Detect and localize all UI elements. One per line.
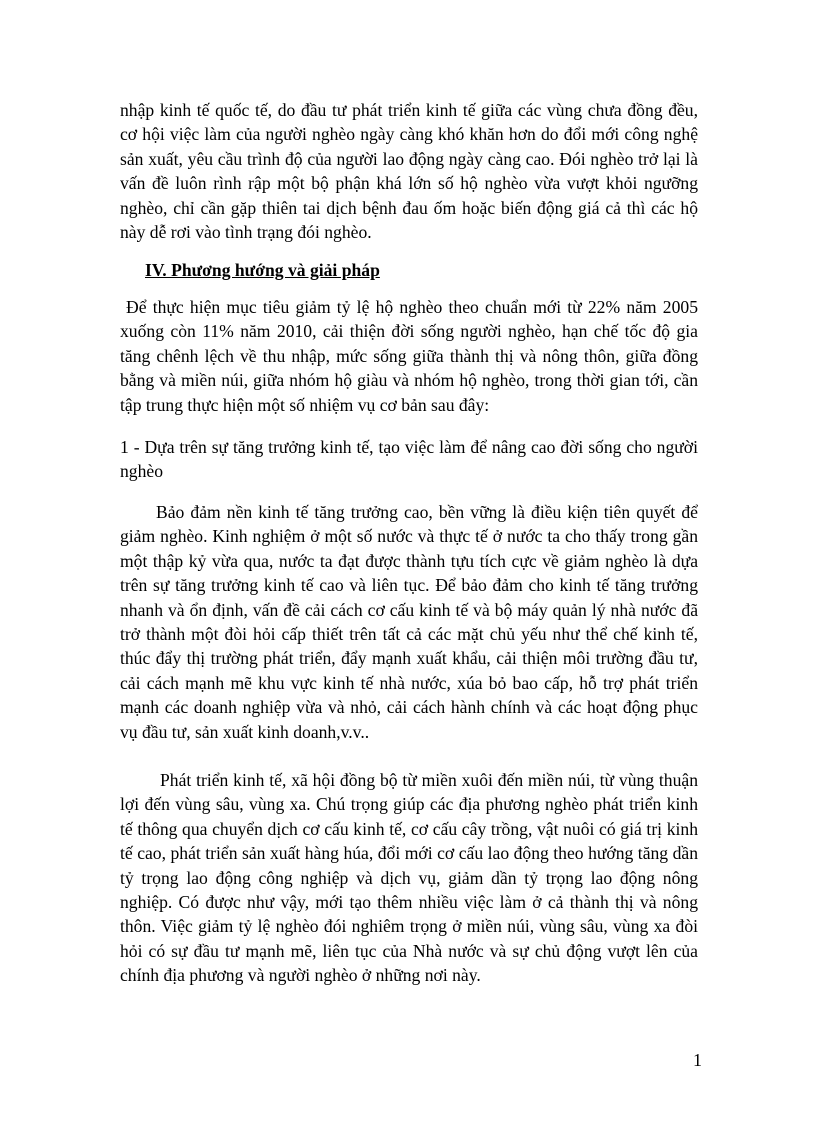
page-number: 1: [693, 1050, 702, 1070]
paragraph-regional-development: Phát triển kinh tế, xã hội đồng bộ từ miền xuôi đến miền núi, từ vùng thuận lợi đến vùng sâu, vùng xa. Chú trọng giúp các địa phương nghèo phát triển kinh tế thông qua chuyển dịch cơ cấu kinh tế, cơ cấu cây trồng, vật nuôi có giá trị kinh tế cao, phát triển sản xuất hàng húa, đổi mới cơ cấu lao động theo hướng tăng dần tỷ trọng lao động công nghiệp và dịch vụ, giảm dần tỷ trọng lao động nông nghiệp. Có được như vậy, mới tạo thêm nhiều việc làm ở cả thành thị và nông thôn. Việc giảm tỷ lệ nghèo đói nghiêm trọng ở miền núi, vùng sâu, vùng xa đòi hỏi có sự đầu tư mạnh mẽ, liên tục của Nhà nước và sự chủ động vượt lên của chính địa phương và người nghèo ở những nơi này.: [120, 770, 698, 986]
section-heading: IV. Phương hướng và giải pháp: [145, 260, 380, 280]
paragraph-intro: nhập kinh tế quốc tế, do đầu tư phát triển kinh tế giữa các vùng chưa đồng đều, cơ hội việc làm của người nghèo ngày càng khó khăn hơn do đổi mới công nghệ sản xuất, yêu cầu trình độ của người lao động ngày càng cao. Đói nghèo trở lại là vấn đề luôn rình rập một bộ phận khá lớn số hộ nghèo vừa vượt khỏi ngưỡng nghèo, chỉ cần gặp thiên tai dịch bệnh đau ốm hoặc biến động giá cả thì các hộ này dễ rơi vào tình trạng đói nghèo.: [120, 100, 698, 243]
paragraph-economic-growth: Bảo đảm nền kinh tế tăng trưởng cao, bền vững là điều kiện tiên quyết để giảm nghèo. Kinh nghiệm ở một số nước và thực tế ở nước ta cho thấy trong gần một thập kỷ vừa qua, nước ta đạt được thành tựu tích cực về giảm nghèo là dựa trên sự tăng trưởng kinh tế cao và liên tục. Để bảo đảm cho kinh tế tăng trưởng nhanh và ổn định, vấn đề cải cách cơ cấu kinh tế và bộ máy quản lý nhà nước đã trở thành một đòi hỏi cấp thiết trên tất cả các mặt chủ yếu như thể chế kinh tế, thúc đẩy thị trường phát triển, đẩy mạnh xuất khẩu, cải thiện môi trường đầu tư, cải cách mạnh mẽ khu vực kinh tế nhà nước, xúa bỏ bao cấp, hỗ trợ phát triển mạnh các doanh nghiệp vừa và nhỏ, cải cách hành chính và các hoạt động phục vụ đầu tư, sản xuất kinh doanh,v.v..: [120, 502, 698, 742]
paragraph-objectives: Để thực hiện mục tiêu giảm tỷ lệ hộ nghèo theo chuẩn mới từ 22% năm 2005 xuống còn 11% năm 2010, cải thiện đời sống người nghèo, hạn chế tốc độ gia tăng chênh lệch về thu nhập, mức sống giữa thành thị và nông thôn, giữa đồng bằng và miền núi, giữa nhóm hộ giàu và nhóm hộ nghèo, trong thời gian tới, cần tập trung thực hiện một số nhiệm vụ cơ bản sau đây:: [120, 297, 698, 415]
numbered-item-1: 1 - Dựa trên sự tăng trưởng kinh tế, tạo việc làm để nâng cao đời sống cho người nghèo: [120, 437, 698, 482]
